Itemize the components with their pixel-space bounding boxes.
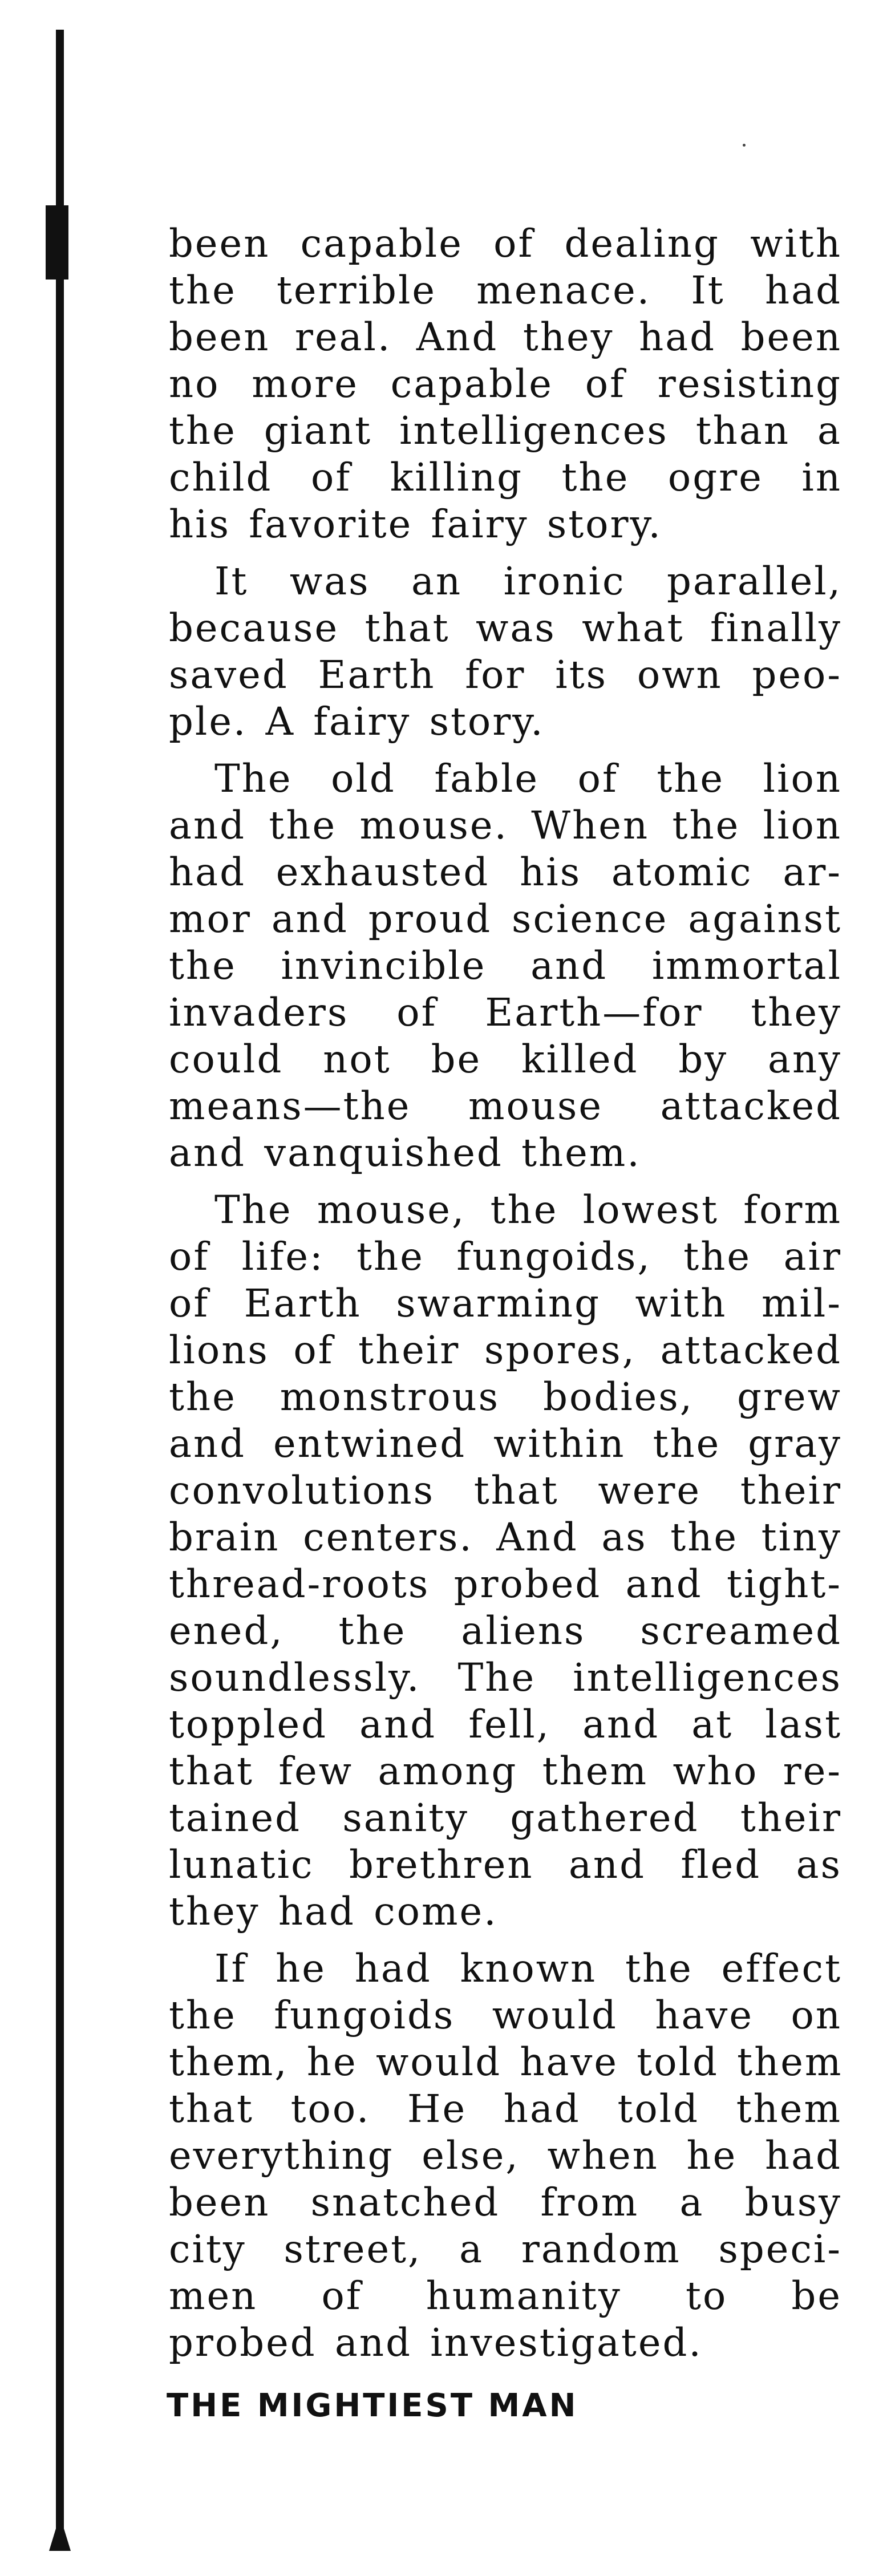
text-line: mor and proud science against [169, 897, 842, 941]
text-line: the terrible menace. It had [169, 268, 842, 313]
text-line: tained sanity gathered their [169, 1796, 842, 1840]
story-title-footer: THE MIGHTIEST MAN [167, 2387, 578, 2424]
text-line: lunatic brethren and fled as [169, 1842, 842, 1887]
text-line: because that was what finally [169, 606, 842, 650]
text-line: and the mouse. When the lion [169, 803, 842, 848]
paragraph-3 [169, 755, 842, 1176]
text-line: everything else, when he had [169, 2133, 842, 2178]
text-line: the fungoids would have on [169, 1993, 842, 2038]
text-line: been capable of dealing with [169, 221, 842, 266]
text-line: invaders of Earth—for they [169, 990, 842, 1035]
text-column [169, 220, 842, 2376]
print-speck [743, 144, 746, 147]
text-line: that too. He had told them [169, 2087, 842, 2131]
text-line: It was an ironic parallel, [214, 559, 842, 604]
text-line: had exhausted his atomic ar- [169, 850, 842, 894]
text-line: convolutions that were their [169, 1468, 842, 1513]
text-line: soundlessly. The intelligences [169, 1655, 842, 1700]
text-line: brain centers. And as the tiny [169, 1515, 842, 1560]
text-line: his favorite fairy story. [169, 502, 662, 546]
margin-rule [56, 30, 64, 2551]
text-line: of Earth swarming with mil- [169, 1281, 842, 1326]
margin-rule-foot [49, 2516, 71, 2551]
text-line: no more capable of resisting [169, 362, 842, 406]
paragraph-2 [169, 558, 842, 745]
text-line: The old fable of the lion [214, 756, 842, 801]
text-line: city street, a random speci- [169, 2227, 842, 2271]
text-line: the giant intelligences than a [169, 408, 842, 453]
text-line: means—the mouse attacked [169, 1084, 842, 1128]
text-line: the invincible and immortal [169, 943, 842, 988]
text-line: could not be killed by any [169, 1037, 842, 1082]
text-line: men of humanity to be [169, 2274, 842, 2318]
text-line: of life: the fungoids, the air [169, 1234, 842, 1279]
margin-rule-mark [46, 205, 68, 280]
text-line: ple. A fairy story. [169, 699, 545, 744]
paragraph-5 [169, 1945, 842, 2366]
text-line: ened, the aliens screamed [169, 1609, 842, 1653]
text-line: been snatched from a busy [169, 2180, 842, 2225]
text-line: and vanquished them. [169, 1131, 641, 1175]
text-line: toppled and fell, and at last [169, 1702, 842, 1747]
text-line: If he had known the effect [214, 1946, 842, 1991]
text-line: thread-roots probed and tight- [169, 1562, 842, 1606]
text-line: The mouse, the lowest form [214, 1188, 842, 1232]
text-line: lions of their spores, attacked [169, 1328, 842, 1372]
text-line: the monstrous bodies, grew [169, 1375, 842, 1419]
text-line: them, he would have told them [169, 2040, 843, 2084]
paragraph-1 [169, 220, 842, 548]
text-line: been real. And they had been [169, 315, 842, 359]
text-line: and entwined within the gray [169, 1421, 842, 1466]
text-line: probed and investigated. [169, 2320, 703, 2365]
paragraph-4 [169, 1186, 842, 1935]
text-line: saved Earth for its own peo- [169, 653, 842, 697]
text-line: they had come. [169, 1889, 498, 1934]
text-line: that few among them who re- [169, 1749, 842, 1793]
text-line: child of killing the ogre in [169, 455, 842, 500]
